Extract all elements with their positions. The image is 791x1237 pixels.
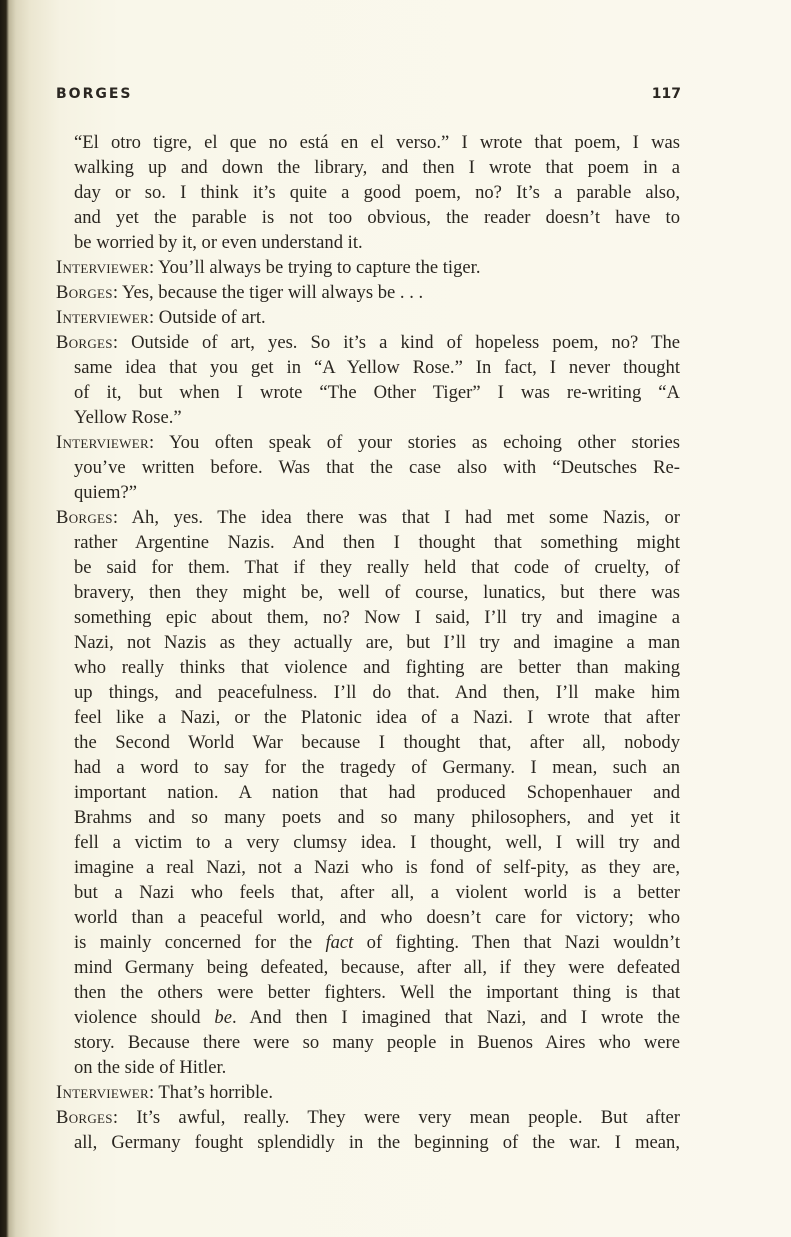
body-text xyxy=(56,130,680,1155)
line-text: of it, but when I wrote “The Other Tiger” I was re-writing “A xyxy=(74,382,680,403)
line-text: the Second World War because I thought that, after all, nobody xyxy=(74,732,680,753)
text-line xyxy=(56,205,680,230)
dialogue-paragraph xyxy=(56,1105,680,1155)
running-head xyxy=(56,86,681,110)
dialogue-paragraph xyxy=(56,430,680,505)
text-line xyxy=(56,530,680,555)
text-line xyxy=(56,280,680,305)
line-text: It’s awful, really. They were very mean people. But after xyxy=(136,1107,680,1128)
text-line xyxy=(56,855,680,880)
line-text: of fighting. Then that Nazi wouldn’t xyxy=(353,932,680,953)
line-text: Ah, yes. The idea there was that I had met some Nazis, or xyxy=(131,507,680,528)
line-text: but a Nazi who feels that, after all, a violent world is a better xyxy=(74,882,680,903)
text-line xyxy=(56,605,680,630)
speaker-label: Interviewer xyxy=(56,257,149,278)
line-text: That’s horrible. xyxy=(158,1082,274,1103)
text-line xyxy=(56,880,680,905)
text-line xyxy=(56,1080,680,1105)
text-line xyxy=(56,1030,680,1055)
text-line xyxy=(56,755,680,780)
dialogue-paragraph xyxy=(56,1080,680,1105)
line-text: be said for them. That if they really held that code of cruelty, of xyxy=(74,557,680,578)
text-line xyxy=(56,380,680,405)
dialogue-paragraph xyxy=(56,280,680,305)
line-text: up things, and peacefulness. I’ll do that. And then, I’ll make him xyxy=(74,682,680,703)
text-line xyxy=(56,680,680,705)
speaker-separator: : xyxy=(148,257,159,278)
line-text: world than a peaceful world, and who doesn’t care for victory; who xyxy=(74,907,680,928)
line-text: “El otro tigre, el que no está en el verso.” I wrote that poem, I was xyxy=(74,132,680,153)
speaker-separator: : xyxy=(148,1082,159,1103)
text-line xyxy=(56,230,680,255)
running-head-title: BORGES xyxy=(56,86,133,102)
text-line xyxy=(56,980,680,1005)
line-text: . And then I imagined that Nazi, and I wrote the xyxy=(231,1007,680,1028)
line-text: Nazi, not Nazis as they actually are, but I’ll try and imagine a man xyxy=(74,632,680,653)
speaker-label: Borges xyxy=(56,332,113,353)
speaker-separator: : xyxy=(112,282,122,303)
line-text: mind Germany being defeated, because, after all, if they were defeated xyxy=(74,957,680,978)
text-line xyxy=(56,355,680,380)
text-line xyxy=(56,955,680,980)
italic-text: fact xyxy=(325,932,354,953)
speaker-label: Borges xyxy=(56,282,113,303)
text-line xyxy=(56,255,680,280)
text-line xyxy=(56,905,680,930)
speaker-label: Interviewer xyxy=(56,432,149,453)
line-text: same idea that you get in “A Yellow Rose.” In fact, I never thought xyxy=(74,357,680,378)
line-text: story. Because there were so many people in Buenos Aires who were xyxy=(74,1032,680,1053)
line-text: feel like a Nazi, or the Platonic idea of a Nazi. I wrote that after xyxy=(74,707,680,728)
text-line xyxy=(56,630,680,655)
line-text: had a word to say for the tragedy of Germany. I mean, such an xyxy=(74,757,680,778)
line-text: all, Germany fought splendidly in the beginning of the war. I mean, xyxy=(74,1132,680,1153)
line-text: and yet the parable is not too obvious, the reader doesn’t have to xyxy=(74,207,680,228)
line-text: You’ll always be trying to capture the tiger. xyxy=(158,257,481,278)
line-text: on the side of Hitler. xyxy=(74,1057,227,1078)
text-line xyxy=(56,655,680,680)
line-text: Outside of art. xyxy=(158,307,266,328)
text-line xyxy=(56,330,680,355)
speaker-label: Interviewer xyxy=(56,1082,149,1103)
text-line xyxy=(56,1105,680,1130)
dialogue-paragraph xyxy=(56,255,680,280)
text-line xyxy=(56,1130,680,1155)
text-line xyxy=(56,555,680,580)
line-text: important nation. A nation that had produced Schopenhauer and xyxy=(74,782,680,803)
text-line xyxy=(56,505,680,530)
speaker-separator: : xyxy=(112,507,132,528)
line-text: Brahms and so many poets and so many philosophers, and yet it xyxy=(74,807,680,828)
line-text: fell a victim to a very clumsy idea. I thought, well, I will try and xyxy=(74,832,680,853)
line-text: You often speak of your stories as echoing other stories xyxy=(169,432,681,453)
page-number: 117 xyxy=(651,86,681,102)
line-text: Yellow Rose.” xyxy=(74,407,182,428)
speaker-label: Borges xyxy=(56,1107,113,1128)
text-line xyxy=(56,455,680,480)
line-text: Yes, because the tiger will always be . . . xyxy=(121,282,424,303)
text-line xyxy=(56,1055,680,1080)
text-line xyxy=(56,130,680,155)
line-text: violence should xyxy=(74,1007,215,1028)
italic-text: be xyxy=(214,1007,232,1028)
line-text: Outside of art, yes. So it’s a kind of hopeless poem, no? The xyxy=(131,332,680,353)
speaker-separator: : xyxy=(148,307,159,328)
line-text: day or so. I think it’s quite a good poem, no? It’s a parable also, xyxy=(74,182,680,203)
speaker-label: Interviewer xyxy=(56,307,149,328)
paragraph xyxy=(56,130,680,255)
speaker-label: Borges xyxy=(56,507,113,528)
text-line xyxy=(56,305,680,330)
text-line xyxy=(56,405,680,430)
line-text: who really thinks that violence and fighting are better than making xyxy=(74,657,680,678)
text-line xyxy=(56,430,680,455)
dialogue-paragraph xyxy=(56,305,680,330)
text-line xyxy=(56,830,680,855)
text-line xyxy=(56,930,680,955)
line-text: then the others were better fighters. Well the important thing is that xyxy=(74,982,680,1003)
line-text: imagine a real Nazi, not a Nazi who is fond of self-pity, as they are, xyxy=(74,857,680,878)
line-text: be worried by it, or even understand it. xyxy=(74,232,363,253)
dialogue-paragraph xyxy=(56,505,680,1080)
text-line xyxy=(56,780,680,805)
text-line xyxy=(56,155,680,180)
speaker-separator: : xyxy=(148,432,170,453)
speaker-separator: : xyxy=(112,332,132,353)
text-line xyxy=(56,180,680,205)
line-text: something epic about them, no? Now I said, I’ll try and imagine a xyxy=(74,607,680,628)
line-text: quiem?” xyxy=(74,482,137,503)
text-line xyxy=(56,705,680,730)
text-line xyxy=(56,1005,680,1030)
text-line xyxy=(56,480,680,505)
line-text: is mainly concerned for the xyxy=(74,932,326,953)
text-line xyxy=(56,805,680,830)
line-text: rather Argentine Nazis. And then I thought that something might xyxy=(74,532,680,553)
line-text: you’ve written before. Was that the case also with “Deutsches Re- xyxy=(74,457,680,478)
line-text: bravery, then they might be, well of course, lunatics, but there was xyxy=(74,582,680,603)
dialogue-paragraph xyxy=(56,330,680,430)
line-text: walking up and down the library, and then I wrote that poem in a xyxy=(74,157,680,178)
text-line xyxy=(56,730,680,755)
speaker-separator: : xyxy=(112,1107,137,1128)
text-line xyxy=(56,580,680,605)
